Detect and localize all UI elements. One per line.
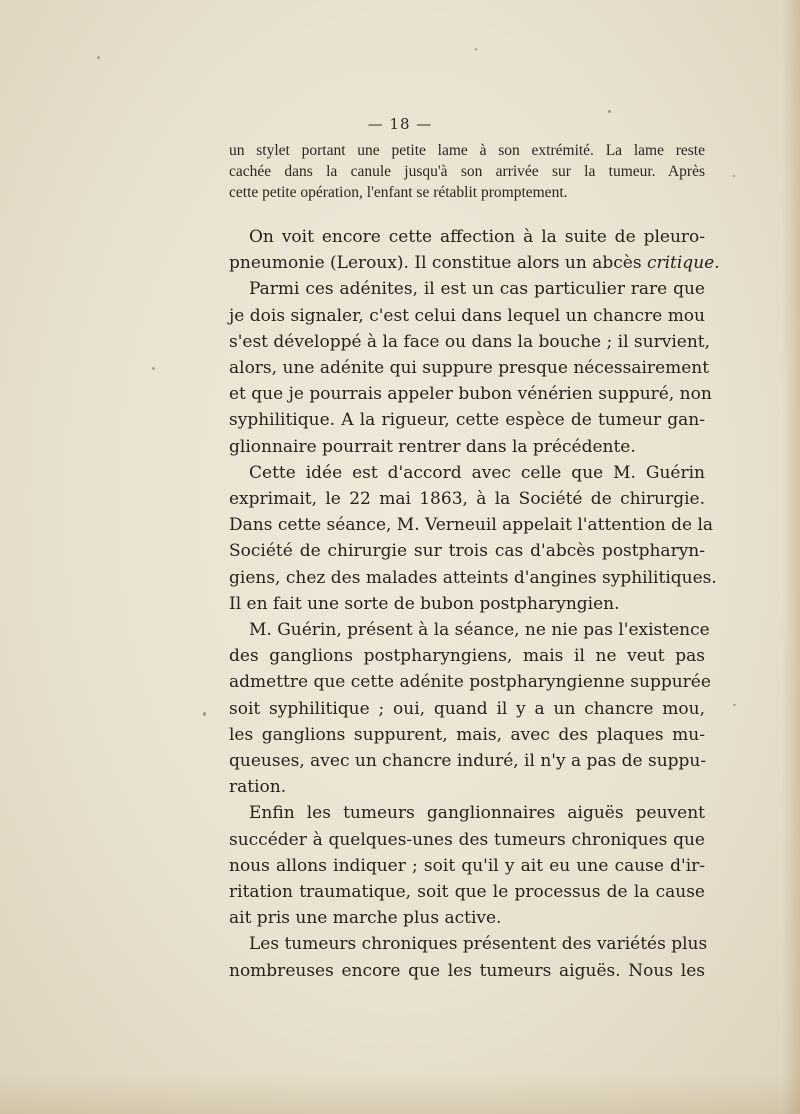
- text-line: cette petite opération, l'enfant se rétablit promptement.: [229, 184, 568, 201]
- text-line: nous allons indiquer ; soit qu'il y ait eu une cause d'ir-: [229, 855, 705, 876]
- ink-speck: [97, 56, 100, 59]
- ink-speck: [608, 110, 611, 113]
- text-line: soit syphilitique ; oui, quand il y a un chancre mou,: [229, 698, 705, 719]
- small-print-paragraph: [229, 140, 705, 203]
- text-line: exprimait, le 22 mai 1863, à la Société de chirurgie.: [229, 489, 705, 510]
- text-line: les ganglions suppurent, mais, avec des plaques mu-: [229, 724, 705, 745]
- text-line: ait pris une marche plus active.: [229, 908, 502, 929]
- text-line: des ganglions postpharyngiens, mais il ne veut pas: [229, 646, 705, 667]
- text-line: syphilitique. A la rigueur, cette espèce de tumeur gan-: [229, 410, 705, 431]
- ink-speck: [733, 704, 736, 706]
- page-bottom-shadow: [0, 1074, 800, 1114]
- text-line: ritation traumatique, soit que le processus de la cause: [229, 882, 705, 903]
- text-line: cachée dans la canule jusqu'à son arrivée sur la tumeur. Après: [229, 163, 705, 180]
- ink-speck: [152, 367, 155, 370]
- ink-speck: [475, 48, 477, 51]
- text-line: admettre que cette adénite postpharyngienne suppurée: [229, 672, 711, 693]
- ink-speck: [203, 712, 206, 716]
- italic-word: critique.: [646, 253, 720, 274]
- main-text: [229, 224, 720, 984]
- text-line: je dois signaler, c'est celui dans lequel un chancre mou: [229, 305, 705, 326]
- text-line: glionnaire pourrait rentrer dans la précédente.: [229, 436, 636, 457]
- text-line: M. Guérin, présent à la séance, ne nie pas l'existence: [249, 620, 710, 641]
- text-line: s'est développé à la face ou dans la bouche ; il survient,: [229, 331, 711, 352]
- text-line: nombreuses encore que les tumeurs aiguës. Nous les: [229, 960, 705, 981]
- text-line: succéder à quelques-unes des tumeurs chroniques que: [229, 829, 705, 850]
- text-line: Il en fait une sorte de bubon postpharyngien.: [229, 593, 620, 614]
- text-line: pneumonie (Leroux). Il constitue alors un abcès critique.: [229, 253, 720, 274]
- text-line: Les tumeurs chroniques présentent des variétés plus: [249, 934, 708, 955]
- text-line: un stylet portant une petite lame à son extrémité. La lame reste: [229, 142, 705, 159]
- page-number: — 18 —: [367, 115, 433, 133]
- text-line: queuses, avec un chancre induré, il n'y a pas de suppu-: [229, 751, 707, 772]
- text-line: et que je pourrais appeler bubon vénérien suppuré, non: [229, 384, 712, 405]
- text-line: Dans cette séance, M. Verneuil appelait l'attention de la: [229, 515, 714, 536]
- text-line: giens, chez des malades atteints d'angines syphilitiques.: [229, 567, 717, 588]
- text-line: On voit encore cette affection à la suite de pleuro-: [249, 227, 705, 247]
- text-line: ration.: [229, 777, 287, 798]
- text-line: Parmi ces adénites, il est un cas particulier rare que: [249, 279, 705, 300]
- text-line: alors, une adénite qui suppure presque nécessairement: [229, 358, 710, 379]
- page-edge-shadow: [782, 0, 800, 1114]
- text-line: Enfin les tumeurs ganglionnaires aiguës peuvent: [249, 803, 705, 824]
- text-line: Société de chirurgie sur trois cas d'abcès postpharyn-: [229, 541, 705, 562]
- ink-speck: [733, 175, 735, 177]
- text-line: Cette idée est d'accord avec celle que M. Guérin: [249, 462, 705, 483]
